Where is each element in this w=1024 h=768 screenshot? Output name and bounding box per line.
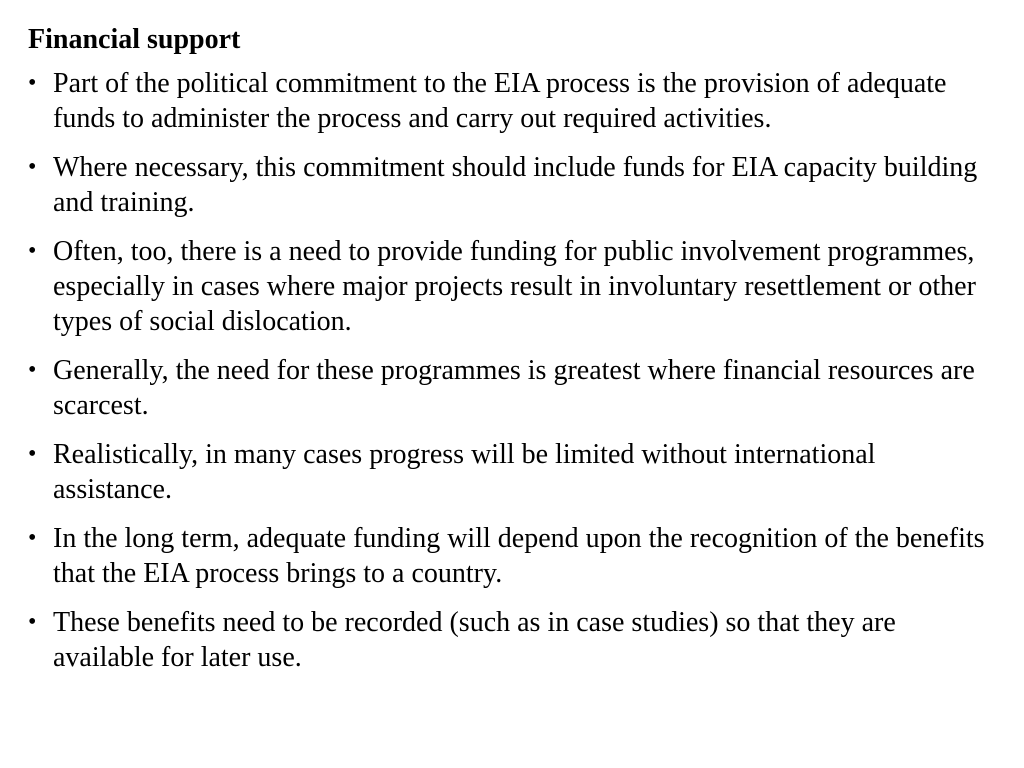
bullet-item [28,150,994,220]
bullet-item [28,605,994,675]
slide-title: Financial support [28,24,241,55]
bullet-text: Generally, the need for these programmes is greatest where financial resources are scarcest. [53,355,975,421]
bullet-text: In the long term, adequate funding will depend upon the recognition of the benefits that the EIA process brings to a country. [53,523,985,589]
bullet-text: Where necessary, this commitment should include funds for EIA capacity building and training. [53,152,978,218]
bullet-icon: • [28,154,37,180]
bullet-text: Realistically, in many cases progress will be limited without international assistance. [53,439,876,505]
bullet-icon: • [28,70,37,96]
bullet-icon: • [28,609,37,635]
bullet-text: Part of the political commitment to the EIA process is the provision of adequate funds to administer the process and carry out required activities. [53,68,947,134]
bullet-item [28,521,994,591]
bullet-item [28,437,994,507]
bullet-icon: • [28,357,37,383]
bullet-text: Often, too, there is a need to provide funding for public involvement programmes, especially in cases where major projects result in involuntary resettlement or other types of social dislocation. [53,236,976,337]
bullet-item [28,66,994,136]
bullet-item [28,234,994,339]
bullet-icon: • [28,525,37,551]
bullet-list [28,66,994,675]
bullet-text: These benefits need to be recorded (such as in case studies) so that they are available for later use. [53,607,896,673]
bullet-item [28,353,994,423]
bullet-icon: • [28,441,37,467]
bullet-icon: • [28,238,37,264]
